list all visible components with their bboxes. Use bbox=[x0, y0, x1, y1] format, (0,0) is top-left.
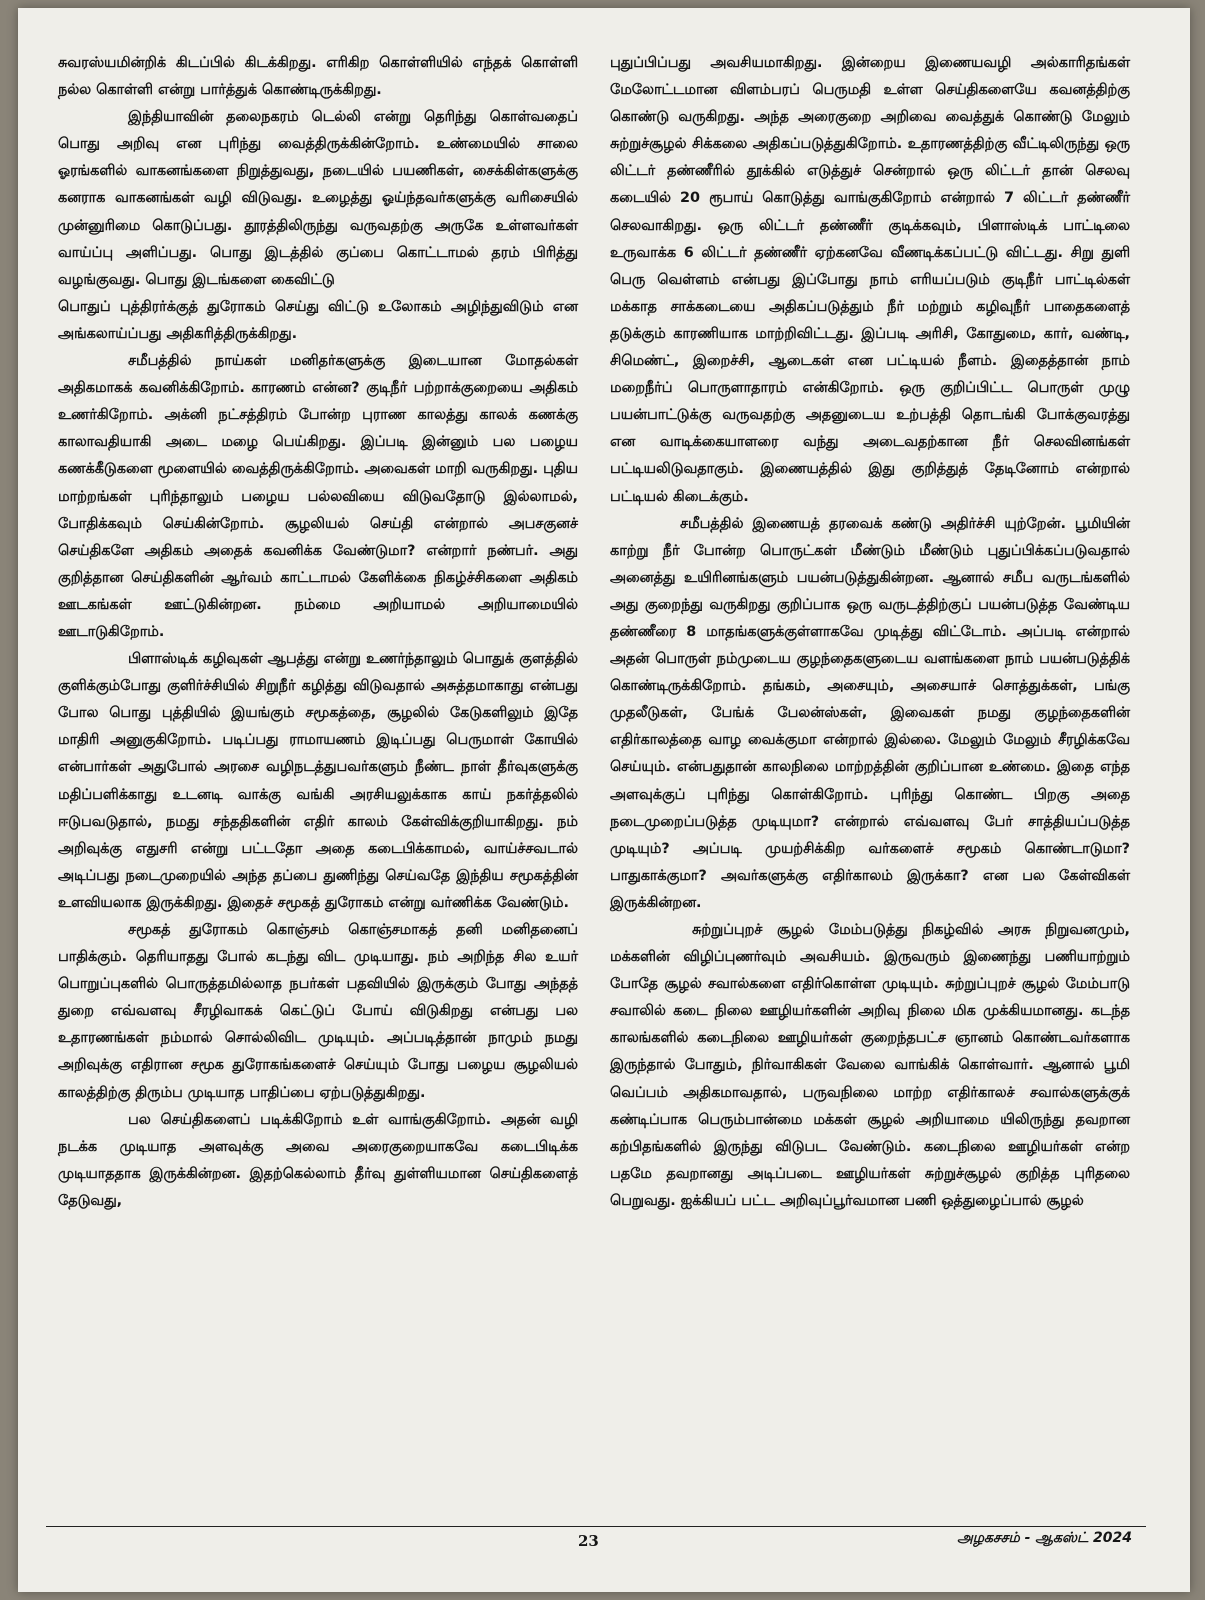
right-column bbox=[610, 50, 1130, 1215]
paragraph: சமீபத்தில் நாய்கள் மனிதர்களுக்கு இடையான மோதல்கள் அதிகமாகக் கவனிக்கிறோம். காரணம் என்ன? குடிநீர் பற்றாக்குறையை அதிகம் உணர்கிறோம். அக்னி நட்சத்திரம் போன்ற புராண காலத்து காலக் கணக்கு காலாவதியாகி அடை மழை பெய்கிறது. இப்படி இன்னும் பல பழைய கணக்கீடுகளை மூளையில் வைத்திருக்கிறோம். அவைகள் மாறி வருகிறது. புதிய மாற்றங்கள் புரிந்தாலும் பழைய பல்லவியை விடுவதோடு இல்லாமல், போதிக்கவும் செய்கின்றோம். சூழலியல் செய்தி என்றால் அபசகுனச் செய்திகளே அதிகம் அதைக் கவனிக்க வேண்டுமா? என்றார் நண்பர். அது குறித்தான செய்திகளின் ஆர்வம் காட்டாமல் கேளிக்கை நிகழ்ச்சிகளை அதிகம் ஊடகங்கள் ஊட்டுகின்றன. நம்மை அறியாமல் அறியாமையில் ஊடாடுகிறோம். bbox=[58, 353, 578, 640]
magazine-footer-title: அழகசசம் - ஆகஸ்ட் 2024 bbox=[957, 1530, 1132, 1546]
paragraph: இந்தியாவின் தலைநகரம் டெல்லி என்று தெரிந்து கொள்வதைப் பொது அறிவு என புரிந்து வைத்திருக்கின்றோம். உண்மையில் சாலை ஓரங்களில் வாகனங்களை நிறுத்துவது, நடையில் பயணிகள், சைக்கிள்களுக்கு கனராக வாகனங்கள் வழி விடுவது. உழைத்து ஓய்ந்தவர்களுக்கு வரிசையில் முன்னுரிமை கொடுப்பது. தூரத்திலிருந்து வருவதற்கு அருகே உள்ளவர்கள் வாய்ப்பு அளிப்பது. பொது இடத்தில் குப்பை கொட்டாமல் தரம் பிரித்து வழங்குவது. பொது இடங்களை கைவிட்டு bbox=[58, 109, 578, 288]
left-column bbox=[58, 50, 578, 1215]
paragraph: பொதுப் புத்திரர்க்குத் துரோகம் செய்து விட்டு உலோகம் அழிந்துவிடும் என அங்கலாய்ப்பது அதிகரித்திருக்கிறது. bbox=[58, 298, 578, 342]
paragraph: சமீபத்தில் இணையத் தரவைக் கண்டு அதிர்ச்சி யுற்றேன். பூமியின் காற்று நீர் போன்ற பொருட்கள் மீண்டும் மீண்டும் புதுப்பிக்கப்படுவதால் அனைத்து உயிரினங்களும் பயன்படுத்துகின்றன. ஆனால் சமீப வருடங்களில் அது குறைந்து வருகிறது குறிப்பாக ஒரு வருடத்திற்குப் பயன்படுத்த வேண்டிய தண்ணீரை 8 மாதங்களுக்குள்ளாகவே முடித்து விட்டோம். அப்படி என்றால் அதன் பொருள் நம்முடைய குழந்தைகளுடைய வளங்களை நாம் பயன்படுத்திக் கொண்டிருக்கிறோம். தங்கம், அசையும், அசையாச் சொத்துக்கள், பங்கு முதலீடுகள், பேங்க் பேலன்ஸ்கள், இவைகள் நமது குழந்தைகளின் எதிர்காலத்தை வாழ வைக்குமா என்றால் இல்லை. மேலும் மேலும் சீரழிக்கவே செய்யும். என்பதுதான் காலநிலை மாற்றத்தின் குறிப்பான உண்மை. இதை எந்த அளவுக்குப் புரிந்து கொள்கிறோம். புரிந்து கொண்ட பிறகு அதை நடைமுறைப்படுத்த முடியுமா? என்றால் எவ்வளவு பேர் சாத்தியப்படுத்த முடியும்? அப்படி முயற்சிக்கிற வர்களைச் சமூகம் கொண்டாடுமா? பாதுகாக்குமா? அவர்களுக்கு எதிர்காலம் இருக்கா? என பல கேள்விகள் இருக்கின்றன. bbox=[610, 515, 1130, 911]
footer-rule bbox=[46, 1526, 1146, 1527]
paragraph: புதுப்பிப்பது அவசியமாகிறது. இன்றைய இணையவழி அல்காரிதங்கள் மேலோட்டமான விளம்பரப் பெருமதி உள்ள செய்திகளையே கவனத்திற்கு கொண்டு வருகிறது. அந்த அரைகுறை அறிவை வைத்துக் கொண்டு மேலும் சுற்றுச்சூழல் சிக்கலை அதிகப்படுத்துகிறோம். உதாரணத்திற்கு வீட்டிலிருந்து ஒரு லிட்டர் தண்ணீரில் தூக்கில் எடுத்துச் சென்றால் ஒரு லிட்டர் தான் செலவு கடையில் 20 ரூபாய் கொடுத்து வாங்குகிறோம் என்றால் 7 லிட்டர் தண்ணீர் செலவாகிறது. ஒரு லிட்டர் தண்ணீர் குடிக்கவும், பிளாஸ்டிக் பாட்டிலை உருவாக்க 6 லிட்டர் தண்ணீர் ஏற்கனவே வீணடிக்கப்பட்டு விட்டது. சிறு துளி பெரு வெள்ளம் என்பது இப்போது நாம் எரியப்படும் குடிநீர் பாட்டில்கள் மக்காத சாக்கடையை அதிகப்படுத்தும் நீர் மற்றும் கழிவுநீர் பாதைகளைத் தடுக்கும் காரணியாக மாற்றிவிட்டது. இப்படி அரிசி, கோதுமை, கார், வண்டி, சிமெண்ட், இறைச்சி, ஆடைகள் என பட்டியல் நீளம். இதைத்தான் நாம் மறைநீர்ப் பொருளாதாரம் என்கிறோம். ஒரு குறிப்பிட்ட பொருள் முழு பயன்பாட்டுக்கு வருவதற்கு அதனுடைய உற்பத்தி தொடங்கி போக்குவரத்து என வாடிக்கையாளரை வந்து அடைவதற்கான நீர் செலவினங்கள் பட்டியலிடுவதாகும். இணையத்தில் இது குறித்துத் தேடினோம் என்றால் பட்டியல் கிடைக்கும். bbox=[610, 55, 1130, 505]
paragraph: சுற்றுப்புறச் சூழல் மேம்படுத்து நிகழ்வில் அரசு நிறுவனமும், மக்களின் விழிப்புணர்வும் அவசியம். இருவரும் இணைந்து பணியாற்றும் போதே சூழல் சவால்களை எதிர்கொள்ள முடியும். சுற்றுப்புறச் சூழல் மேம்பாடு சவாலில் கடை நிலை ஊழியர்களின் அறிவு நிலை மிக முக்கியமானது. கடந்த காலங்களில் கடைநிலை ஊழியர்கள் குறைந்தபட்ச ஞானம் கொண்டவர்களாக இருந்தால் போதும், நிர்வாகிகள் வேலை வாங்கிக் கொள்வார். ஆனால் பூமி வெப்பம் அதிகமாவதால், பருவநிலை மாற்ற எதிர்காலச் சவால்களுக்குக் கண்டிப்பாக பெரும்பான்மை மக்கள் சூழல் அறியாமை யிலிருந்து தவறான கற்பிதங்களில் இருந்து விடுபட வேண்டும். கடைநிலை ஊழியர்கள் என்ற பதமே தவறானது அடிப்படை ஊழியர்கள் சுற்றுச்சூழல் குறித்த புரிதலை பெறுவது. ஐக்கியப் பட்ட அறிவுப்பூர்வமான பணி ஒத்துழைப்பால் சூழல் bbox=[610, 922, 1130, 1209]
paragraph: பல செய்திகளைப் படிக்கிறோம் உள் வாங்குகிறோம். அதன் வழி நடக்க முடியாத அளவுக்கு அவை அரைகுறையாகவே கடைபிடிக்க முடியாததாக இருக்கின்றன. இதற்கெல்லாம் தீர்வு துள்ளியமான செய்திகளைத் தேடுவது, bbox=[58, 1111, 578, 1209]
paragraph: சமூகத் துரோகம் கொஞ்சம் கொஞ்சமாகத் தனி மனிதனைப் பாதிக்கும். தெரியாதது போல் கடந்து விட முடியாது. நம் அறிந்த சில உயர் பொறுப்புகளில் பொருத்தமில்லாத நபர்கள் பதவியில் இருக்கும் போது அந்தத் துறை எவ்வளவு சீரழிவாகக் கெட்டுப் போய் விடுகிறது என்பது பல உதாரணங்கள் நம்மால் சொல்லிவிட முடியும். அப்படித்தான் நாமும் நமது அறிவுக்கு எதிரான சமூக துரோகங்களைச் செய்யும் போது பழைய சூழலியல் காலத்திற்கு திரும்ப முடியாத பாதிப்பை ஏற்படுத்துகிறது. bbox=[58, 922, 578, 1101]
paragraph: சுவரஸ்யமின்றிக் கிடப்பில் கிடக்கிறது. எரிகிற கொள்ளியில் எந்தக் கொள்ளி நல்ல கொள்ளி என்று பார்த்துக் கொண்டிருக்கிறது. bbox=[58, 55, 578, 99]
paragraph: பிளாஸ்டிக் கழிவுகள் ஆபத்து என்று உணர்ந்தாலும் பொதுக் குளத்தில் குளிக்கும்போது குளிர்ச்சியில் சிறுநீர் கழித்து விடுவதால் அசுத்தமாகாது என்பது போல பொது புத்தியில் இயங்கும் சமூகத்தை, சூழலில் கேடுகளிலும் இதே மாதிரி அனுகுகிறோம். படிப்பது ராமாயணம் இடிப்பது பெருமாள் கோயில் என்பார்கள் அதுபோல் அரசை வழிநடத்துபவர்களும் நீண்ட நாள் தீர்வுகளுக்கு மதிப்பளிக்காது உடனடி வாக்கு வங்கி அரசியலுக்காக காய் நகர்த்தலில் ஈடுபவடுதால், நமது சந்ததிகளின் எதிர் காலம் கேள்விக்குறியாகிறது. நம் அறிவுக்கு எதுசரி என்று பட்டதோ அதை கடைபிக்காமல், வாய்ச்சவடால் அடிப்பது நடைமுறையில் அந்த தப்பை துணிந்து செய்வதே இந்திய சமூகத்தின் உளவியலாக இருக்கிறது. இதைச் சமூகத் துரோகம் என்று வர்ணிக்க வேண்டும். bbox=[58, 651, 578, 911]
page-number: 23 bbox=[578, 1532, 599, 1550]
magazine-page bbox=[18, 8, 1190, 1592]
